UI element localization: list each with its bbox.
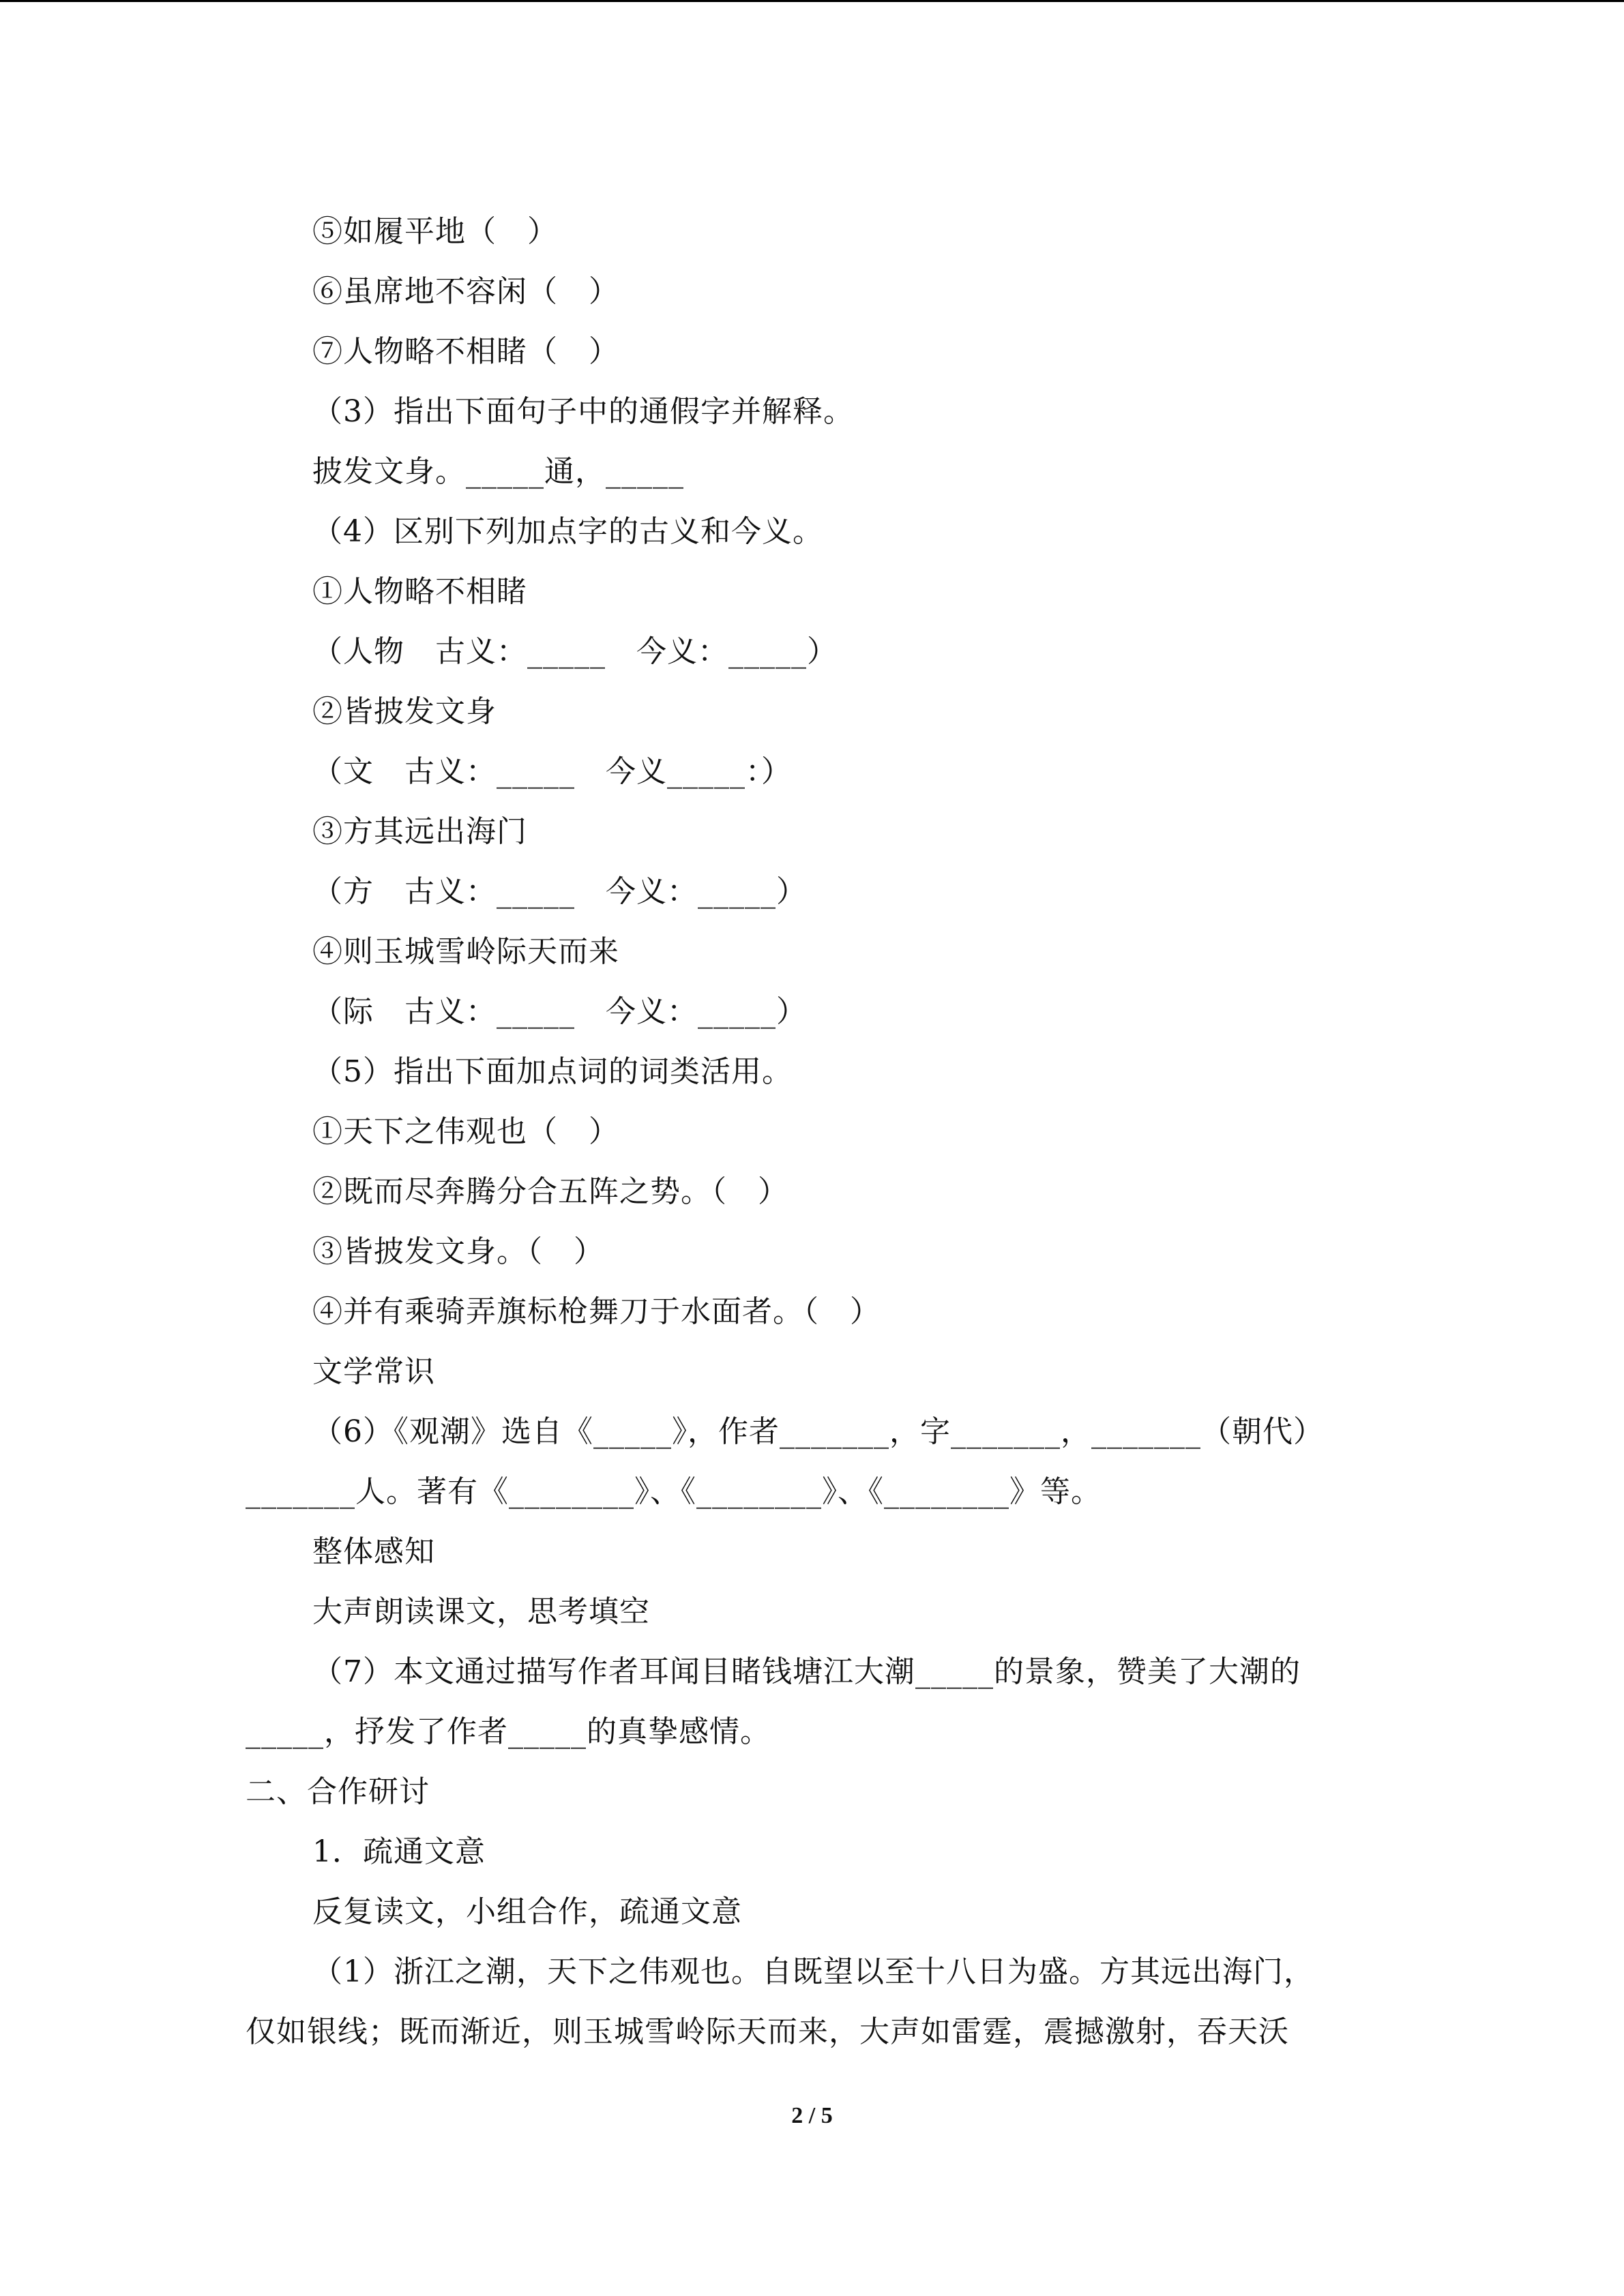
text-line: （人物 古义：_____ 今义：_____） (312, 634, 838, 669)
sub-heading: 1．疏通文意 (312, 1834, 486, 1869)
text-line: 反复读文，小组合作，疏通文意 (312, 1894, 742, 1929)
text-line: ①人物略不相睹 (312, 574, 527, 609)
text-line: （文 古义：_____ 今义_____：） (312, 754, 792, 789)
text-line: ⑦人物略不相睹（ ） (312, 334, 619, 369)
text-line: ③方其远出海门 (312, 814, 527, 849)
text-line: ⑥虽席地不容闲（ ） (312, 274, 619, 309)
text-line: （6）《观潮》选自《_____》，作者_______，字_______，_______（朝代） (312, 1414, 1324, 1449)
text-line: （3）指出下面句子中的通假字并解释。 (312, 394, 854, 429)
text-line: _____，抒发了作者_____的真挚感情。 (246, 1714, 771, 1749)
text-line: ②皆披发文身 (312, 694, 497, 729)
page-number: 2 / 5 (791, 2103, 833, 2128)
text-line: （5）指出下面加点词的词类活用。 (312, 1054, 793, 1089)
text-line: （7）本文通过描写作者耳闻目睹钱塘江大潮_____的景象，赞美了大潮的 (312, 1654, 1301, 1689)
text-line: 仅如银线；既而渐近，则玉城雪岭际天而来，大声如雷霆，震撼激射，吞天沃 (246, 2014, 1289, 2049)
text-line: ③皆披发文身。（ ） (312, 1234, 604, 1269)
text-line: （4）区别下列加点字的古义和今义。 (312, 514, 823, 549)
text-line: 披发文身。_____通，_____ (312, 454, 684, 489)
text-line: 大声朗读课文，思考填空 (312, 1594, 650, 1629)
text-line: （际 古义：_____ 今义：_____） (312, 994, 807, 1029)
text-line: ②既而尽奔腾分合五阵之势。（ ） (312, 1174, 788, 1209)
text-line: （方 古义：_____ 今义：_____） (312, 874, 807, 909)
section-heading: 文学常识 (312, 1354, 435, 1389)
text-line: ⑤如履平地（ ） (312, 214, 558, 249)
text-line: （1）浙江之潮，天下之伟观也。自既望以至十八日为盛。方其远出海门， (312, 1954, 1314, 1989)
text-line: _______人。著有《________》、《________》、《________》等。 (246, 1474, 1102, 1509)
text-line: ①天下之伟观也（ ） (312, 1114, 619, 1149)
text-line: ④并有乘骑弄旗标枪舞刀于水面者。（ ） (312, 1294, 881, 1329)
section-heading: 二、合作研讨 (246, 1774, 430, 1809)
text-line: ④则玉城雪岭际天而来 (312, 934, 619, 969)
section-heading: 整体感知 (312, 1534, 435, 1569)
